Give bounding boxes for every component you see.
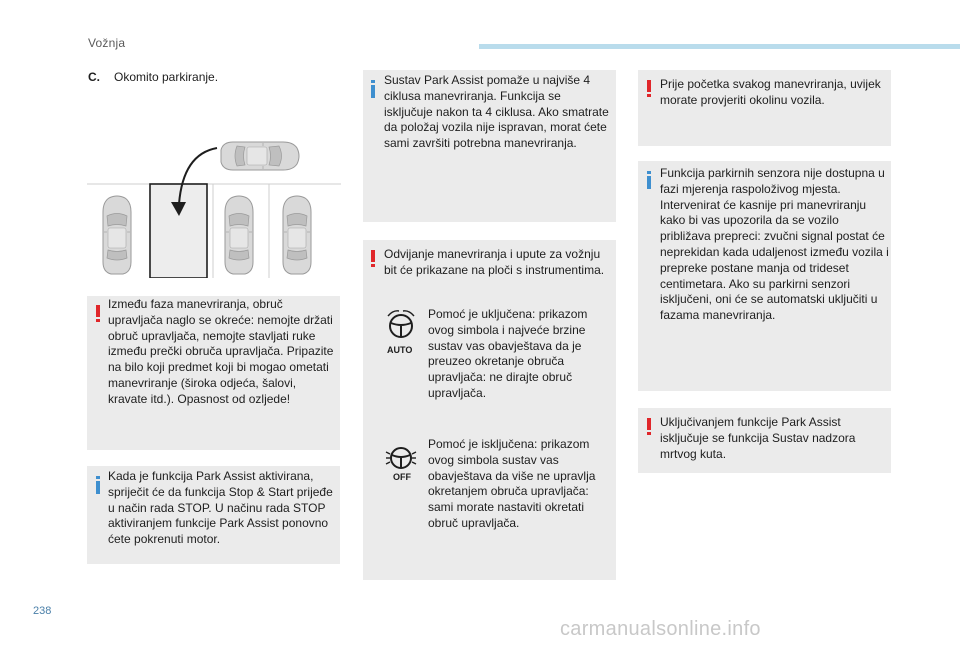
item-title: Okomito parkiranje. [114,70,219,84]
info-text: Kada je funkcija Park Assist aktivirana, spriječit će da funkcija Stop & Start prijeđe u način rada STOP. U načinu rada STOP aktiviranjem funkcije Park Assist ponovno ćete pokrenuti motor. [108,469,333,547]
off-label: OFF [393,472,411,482]
warning-text: Između faza manevriranja, obruč upravljača naglo se okreće: nemojte držati obruč upravljača, nemojte stavljati ruke između prečki obruča upravljača. Pripazite na bilo koji predmet koji bi mogao ometati manevriranje (široka odjeća, šalovi, kravate itd.). Opasnost od ozljede! [108,297,334,406]
page-number: 238 [33,605,52,617]
info-icon [96,476,100,494]
off-text: Pomoć je isključena: prikazom ovog simbola sustav vas obavještava da više ne upravlja okretanjem obruča upravljača: sami morate nastaviti okretati obruč upravljača. [428,437,596,530]
item-letter: C. [88,70,100,84]
warning-text: Odvijanje manevriranja i upute za vožnju bit će prikazane na ploči s instrumentima. [384,247,605,277]
warning-text: Prije početka svakog manevriranja, uvijek morate provjeriti okolinu vozila. [660,77,881,107]
warning-icon [647,418,651,435]
watermark: carmanualsonline.info [560,618,761,640]
warning-icon [96,305,100,322]
steering-off-icon [385,444,417,474]
header-bar [479,44,960,49]
warning-text: Uključivanjem funkcije Park Assist isključuje se funkcija Sustav nadzora mrtvog kuta. [660,415,856,461]
info-icon [647,171,651,189]
warning-icon [647,80,651,97]
warning-icon [371,250,375,267]
auto-label: AUTO [387,345,413,355]
perpendicular-parking-illustration [87,128,341,278]
info-text: Funkcija parkirnih senzora nije dostupna u fazi mjerenja raspoloživog mjesta. Intervenirat će kasnije pri manevriranju kako bi vas upozorila da se vozilo približava prepreci: zvučni signal postat će neprekidan kada udaljenost između vozila i prepreke postane manja od trideset centimetara. Ako su parkirni senzori isključeni, oni će se automatski uključiti u fazama manevriranja. [660,166,889,323]
info-icon [371,80,375,98]
info-text: Sustav Park Assist pomaže u najviše 4 ciklusa manevriranja. Funkcija se isključuje nakon ta 4 ciklusa. Ako smatrate da položaj vozila nije ispravan, morat ćete sami završiti potrebna manevriranja. [384,73,609,151]
section-title: Vožnja [88,36,126,50]
auto-text: Pomoć je uključena: prikazom ovog simbola i najveće brzine sustav vas obavještava da je preuzeo okretanje obruča upravljača: ne dirajte obruč upravljača. [428,307,588,400]
